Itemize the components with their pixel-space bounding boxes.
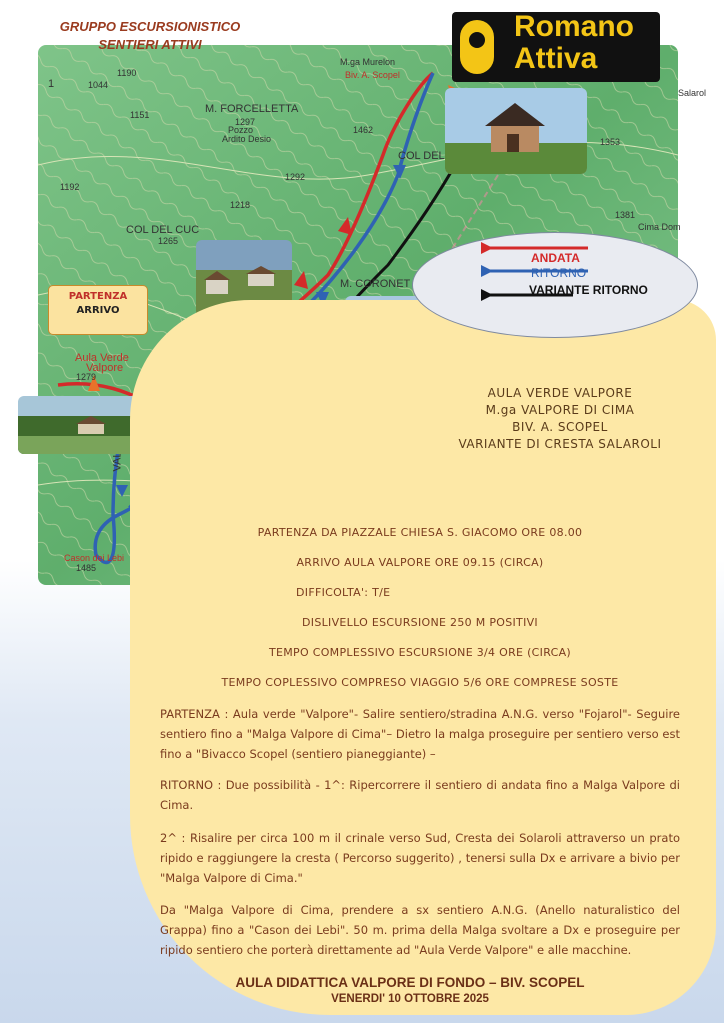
label-altitude: 1353: [600, 137, 621, 147]
page-number: 1: [48, 78, 55, 90]
label-altitude: 1151: [130, 110, 150, 120]
label-altitude: 1297: [235, 117, 256, 127]
info-tempo-totale: TEMPO COPLESSIVO COMPRESO VIAGGIO 5/6 ORE COMPRESE SOSTE: [221, 676, 619, 689]
start-label: PARTENZA: [68, 291, 128, 302]
label-altitude: 1462: [353, 125, 374, 135]
label-aula-verde: Aula Verde: [75, 352, 129, 364]
description-variante: 2^ : Risalire per circa 100 m il crinale verso Sud, Cresta dei Solaroli attraverso un prato ripido e raggiungere la cresta ( Percorso suggerito) , tenersi sulla Dx e arrivare a bivio per "Malga Valpore di Cima.": [160, 831, 680, 885]
label-pozzo: Pozzo: [228, 125, 254, 135]
route-legend: [412, 232, 698, 338]
logo-text-1: Romano: [514, 12, 634, 43]
label-m-forcelletta: M. FORCELLETTA: [205, 103, 299, 115]
label-altitude: 1190: [117, 68, 137, 78]
logo-text-2: Attiva: [514, 42, 598, 75]
label-altitude: 1292: [285, 172, 306, 182]
legend-ritorno: RITORNO: [531, 266, 587, 280]
footer-title: AULA DIDATTICA VALPORE DI FONDO – BIV. SCOPEL: [235, 975, 585, 990]
info-difficolta: DIFFICOLTA': T/E: [296, 586, 391, 599]
legend-andata: ANDATA: [531, 251, 580, 265]
start-arrival-box: [48, 285, 148, 335]
org-line-1: GRUPPO ESCURSIONISTICO: [59, 19, 241, 34]
label-cima-dom: Cima Dom: [638, 222, 681, 232]
info-tempo-escursione: TEMPO COMPLESSIVO ESCURSIONE 3/4 ORE (CIRCA): [268, 646, 571, 659]
label-col-del: COL DEL: [398, 150, 445, 162]
label-biv-scopel: Biv. A. Scopel: [345, 70, 400, 80]
info-dislivello: DISLIVELLO ESCURSIONE 250 M POSITIVI: [302, 616, 538, 629]
title-line-3: BIV. A. SCOPEL: [512, 420, 608, 434]
label-mga-murelon: M.ga Murelon: [340, 57, 396, 67]
title-block: [410, 385, 710, 453]
title-line-4: VARIANTE DI CRESTA SALAROLI: [458, 437, 662, 451]
org-line-2: SENTIERI ATTIVI: [98, 37, 202, 52]
label-col-del-cuc: COL DEL CUC: [126, 224, 200, 236]
label-altitude: 1381: [615, 210, 636, 220]
logo-mark-icon: [460, 20, 494, 74]
description-partenza: PARTENZA : Aula verde "Valpore"- Salire sentiero/stradina A.N.G. verso "Fojarol"- Seguire sentiero fino a "Malga Valpore di Cima"– Dietro la malga proseguire per sentiero verso est fino a "Bivacco Scopel (sentiero pianeggiante) –: [160, 707, 680, 761]
label-altitude: 1192: [60, 182, 80, 192]
label-cason-lebi: Cason dei Lebi: [64, 553, 125, 563]
label-salarol: Salarol: [678, 88, 707, 98]
label-ardito-desio: Ardito Desio: [222, 134, 272, 144]
title-line-2: M.ga VALPORE DI CIMA: [485, 403, 635, 417]
footer-date: VENERDI' 10 OTTOBRE 2025: [331, 993, 489, 1005]
label-m-coronet: M. CORONET: [340, 278, 411, 290]
label-altitude: 1265: [158, 236, 179, 246]
bivacco-photo: [445, 88, 587, 174]
description-ritorno: RITORNO : Due possibilità - 1^: Ripercorrere il sentiero di andata fino a Malga Valpore di Cima.: [160, 778, 680, 812]
title-line-1: AULA VERDE VALPORE: [487, 386, 633, 400]
legend-variante: VARIANTE RITORNO: [529, 283, 648, 297]
label-altitude: 1044: [88, 80, 109, 90]
label-altitude: 1218: [230, 200, 251, 210]
info-partenza: PARTENZA DA PIAZZALE CHIESA S. GIACOMO ORE 08.00: [257, 526, 583, 539]
label-altitude: 1485: [76, 563, 97, 573]
label-valpore: Valpore: [86, 362, 124, 374]
description-anello: Da "Malga Valpore di Cima, prendere a sx sentiero A.N.G. (Anello naturalistico del Grappa) fino a "Cason dei Lebi". 50 m. prima della Malga svoltare a Dx e proseguire per ripido sentiero che porterà direttamente ad "Aula Verde Valpore" e alle macchine.: [160, 903, 680, 957]
org-name: [20, 18, 280, 54]
romano-attiva-logo: [452, 12, 660, 82]
info-arrivo: ARRIVO AULA VALPORE ORE 09.15 (CIRCA): [296, 556, 544, 569]
arrival-label: ARRIVO: [76, 305, 120, 316]
label-altitude: 1279: [76, 372, 97, 382]
